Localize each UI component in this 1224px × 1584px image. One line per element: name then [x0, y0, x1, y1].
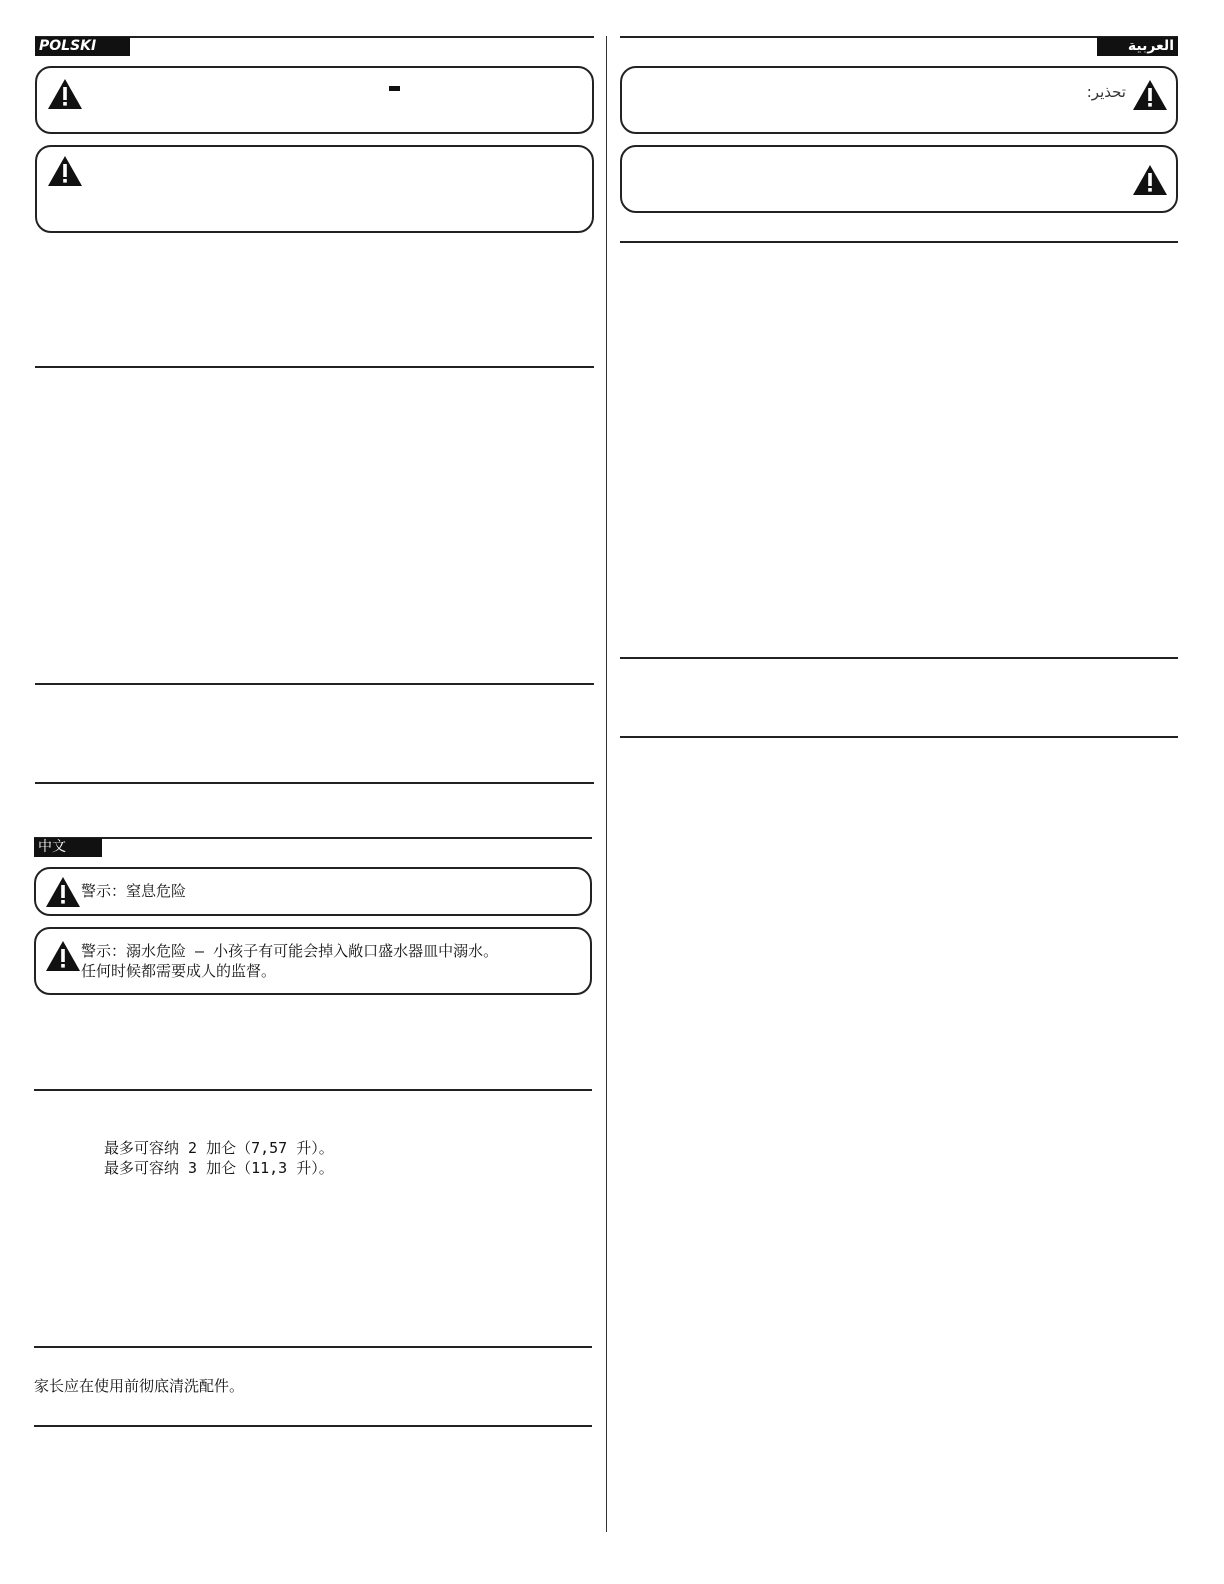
- section-rule: [34, 1425, 592, 1427]
- language-label-polski: POLSKI: [35, 37, 130, 56]
- warning-triangle-icon: [47, 78, 83, 110]
- section-rule: [620, 657, 1178, 659]
- language-label-arabic: العربية: [1097, 37, 1178, 56]
- section-rule: [35, 366, 594, 368]
- section-rule: [34, 1089, 592, 1091]
- warning-box-chinese-1: [34, 867, 592, 916]
- warning-triangle-icon: [47, 155, 83, 187]
- warning-triangle-icon: [1132, 164, 1168, 196]
- section-rule: [34, 837, 592, 839]
- warning-box-polski-1: [35, 66, 594, 134]
- section-rule: [620, 736, 1178, 738]
- warning-box-arabic-1: [620, 66, 1178, 134]
- language-label-chinese: 中文: [34, 838, 102, 857]
- warning-box-polski-2: [35, 145, 594, 233]
- capacity-text-3-gallon: 最多可容纳 3 加仑（11,3 升）。: [104, 1159, 334, 1177]
- warning-box-arabic-2: [620, 145, 1178, 213]
- section-rule: [34, 1346, 592, 1348]
- warning-triangle-icon: [1132, 79, 1168, 111]
- warning-text-arabic: تحذير:: [1086, 83, 1126, 101]
- section-rule: [620, 36, 1178, 38]
- warning-triangle-icon: [45, 940, 81, 972]
- warning-text-suffocation: 警示：窒息危险: [81, 882, 187, 900]
- warning-text-drowning-line-2: 任何时候都需要成人的监督。: [81, 962, 277, 980]
- dash-mark: [389, 86, 400, 91]
- warning-box-chinese-2: [34, 927, 592, 995]
- warning-text-drowning-line-1: 警示：溺水危险 – 小孩子有可能会掉入敞口盛水器皿中溺水。: [81, 942, 499, 960]
- capacity-text-2-gallon: 最多可容纳 2 加仑（7,57 升）。: [104, 1139, 334, 1157]
- wash-note-text: 家长应在使用前彻底清洗配件。: [34, 1377, 245, 1395]
- section-rule: [35, 683, 594, 685]
- column-divider: [606, 36, 607, 1532]
- section-rule: [35, 782, 594, 784]
- warning-triangle-icon: [45, 876, 81, 908]
- section-rule: [620, 241, 1178, 243]
